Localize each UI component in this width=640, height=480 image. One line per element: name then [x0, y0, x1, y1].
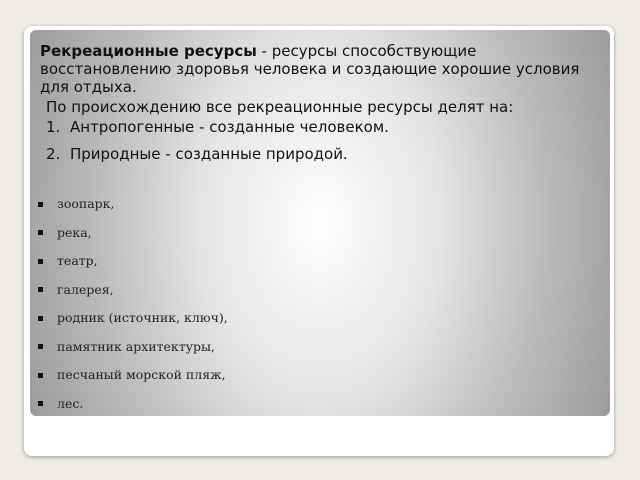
- definition-body: - ресурсы способствующие восстановлению здоровья человека и создающие хорошие условия для отдыха.: [40, 42, 580, 96]
- list-item-text: река,: [57, 224, 92, 240]
- definition-term: Рекреационные ресурсы: [40, 42, 257, 60]
- list-item: [38, 190, 228, 219]
- list-item: [38, 333, 228, 362]
- list-item-text: галерея,: [57, 281, 114, 297]
- list-item: [38, 276, 228, 305]
- bullet-icon: [38, 344, 43, 349]
- list-item: [38, 219, 228, 248]
- definition-text: [40, 42, 600, 96]
- list-item: [38, 247, 228, 276]
- list-item-text: родник (источник, ключ),: [57, 310, 228, 326]
- bullet-icon: [38, 230, 43, 235]
- list-item-text: театр,: [57, 253, 98, 269]
- bullet-icon: [38, 202, 43, 207]
- list-item-text: зоопарк,: [57, 196, 115, 212]
- bullet-icon: [38, 401, 43, 406]
- examples-list: [38, 190, 228, 418]
- origin-item-text: Антропогенные - созданные человеком.: [70, 118, 389, 136]
- origin-item-number: 1.: [46, 118, 61, 136]
- list-item: [38, 361, 228, 390]
- origin-item-anthropogenic: [46, 118, 389, 136]
- list-item-text: памятник архитектуры,: [57, 338, 215, 354]
- origin-heading: По происхождению все рекреационные ресурсы делят на:: [46, 98, 514, 116]
- origin-item-text: Природные - созданные природой.: [70, 145, 348, 163]
- list-item-text: песчаный морской пляж,: [57, 367, 226, 383]
- bullet-icon: [38, 373, 43, 378]
- bullet-icon: [38, 259, 43, 264]
- list-item: [38, 304, 228, 333]
- list-item: [38, 390, 228, 419]
- list-item-text: лес.: [57, 395, 84, 411]
- bullet-icon: [38, 287, 43, 292]
- bullet-icon: [38, 316, 43, 321]
- origin-item-number: 2.: [46, 145, 61, 163]
- origin-item-natural: [46, 145, 348, 163]
